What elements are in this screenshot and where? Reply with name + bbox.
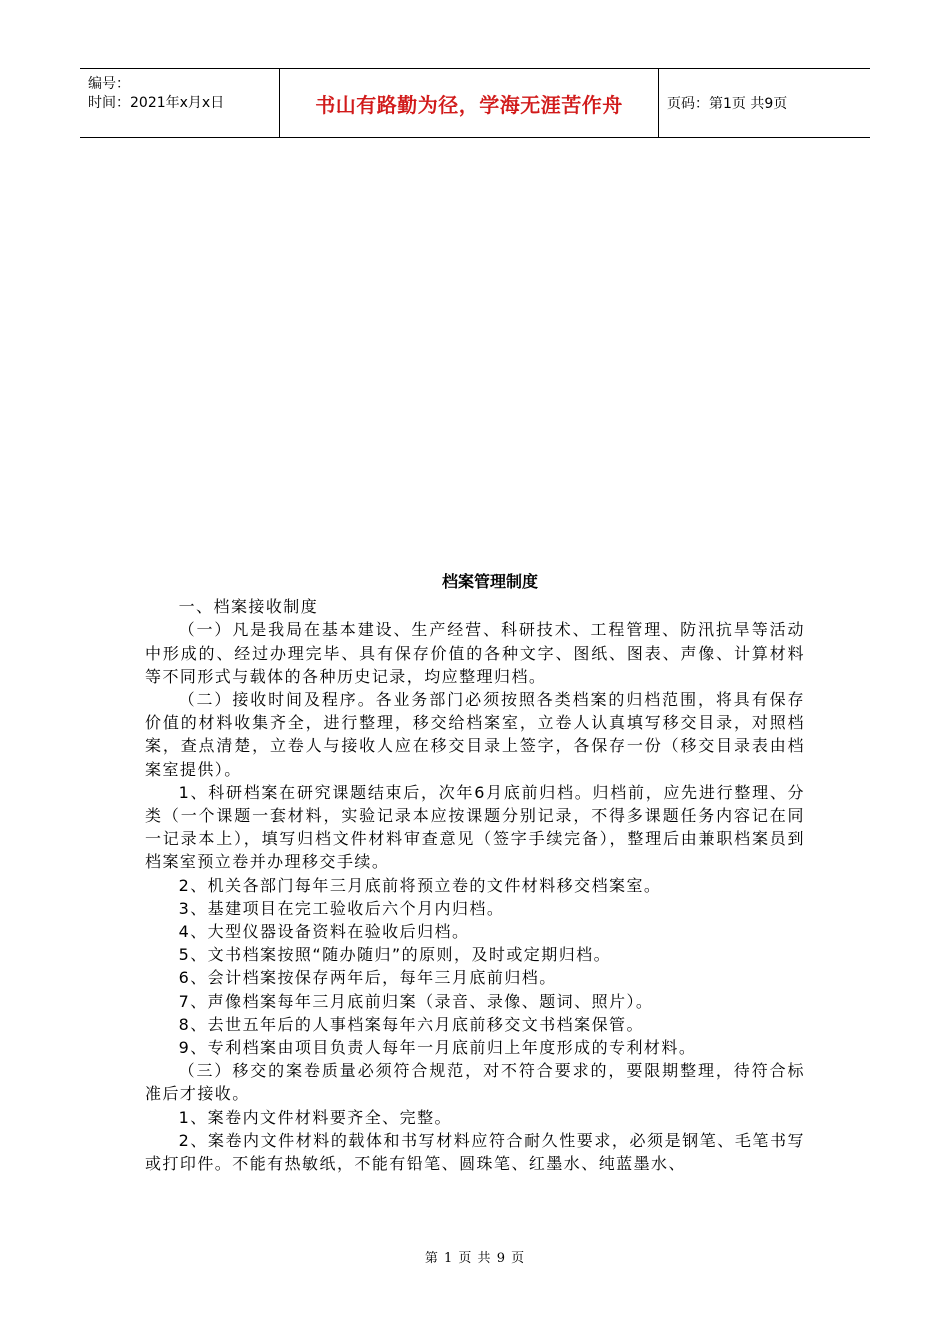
paragraph: （一）凡是我局在基本建设、生产经营、科研技术、工程管理、防汛抗旱等活动中形成的、经过办理完毕、具有保存价值的各种文字、图纸、图表、声像、计算材料等不同形式与载体的各种历史记录，均应整理归档。 (145, 620, 805, 686)
document-date-label: 时间：2021年x月x日 (88, 95, 225, 111)
paragraph: 4、大型仪器设备资料在验收后归档。 (178, 922, 470, 942)
paragraph: 7、声像档案每年三月底前归案（录音、录像、题词、照片）。 (178, 991, 654, 1011)
paragraph: 5、文书档案按照“随办随归”的原则，及时或定期归档。 (178, 945, 612, 965)
paragraph: 1、科研档案在研究课题结束后，次年6月底前归档。归档前，应先进行整理、分类（一个课题一套材料，实验记录本应按课题分别记录，不得多课题任务内容记在同一记录本上），填写归档文件材料审查意见（签字手续完备），整理后由兼职档案员到档案室预立卷并办理移交手续。 (145, 782, 805, 872)
paragraph: 6、会计档案按保存两年后，每年三月底前归档。 (178, 968, 557, 988)
document-body (145, 570, 805, 1175)
header-page-number: 页码：第1页 共9页 (667, 96, 788, 112)
page-footer: 第 1 页 共 9 页 (424, 1251, 526, 1266)
paragraph: 8、去世五年后的人事档案每年六月底前移交文书档案保管。 (178, 1014, 644, 1034)
section-heading: 一、档案接收制度 (178, 597, 319, 617)
header-meta (80, 69, 280, 137)
paragraph: 2、案卷内文件材料的载体和书写材料应符合耐久性要求，必须是钢笔、毛笔书写或打印件。不能有热敏纸，不能有铅笔、圆珠笔、红墨水、纯蓝墨水、 (145, 1130, 805, 1174)
paragraph: 2、机关各部门每年三月底前将预立卷的文件材料移交档案室。 (178, 875, 662, 895)
paragraph: 1、案卷内文件材料要齐全、完整。 (178, 1107, 452, 1127)
header-motto: 书山有路勤为径，学海无涯苦作舟 (280, 69, 659, 137)
document-header (80, 68, 870, 138)
document-title: 档案管理制度 (441, 572, 538, 591)
document-number-label: 编号： (88, 76, 130, 92)
paragraph: （三）移交的案卷质量必须符合规范，对不符合要求的，要限期整理，待符合标准后才接收。 (145, 1061, 805, 1104)
paragraph: （二）接收时间及程序。各业务部门必须按照各类档案的归档范围，将具有保存价值的材料收集齐全，进行整理，移交给档案室，立卷人认真填写移交目录，对照档案，查点清楚，立卷人与接收人应在移交目录上签字，各保存一份（移交目录表由档案室提供）。 (145, 690, 805, 779)
paragraph: 9、专利档案由项目负责人每年一月底前归上年度形成的专利材料。 (178, 1038, 697, 1058)
paragraph: 3、基建项目在完工验收后六个月内归档。 (178, 898, 505, 918)
